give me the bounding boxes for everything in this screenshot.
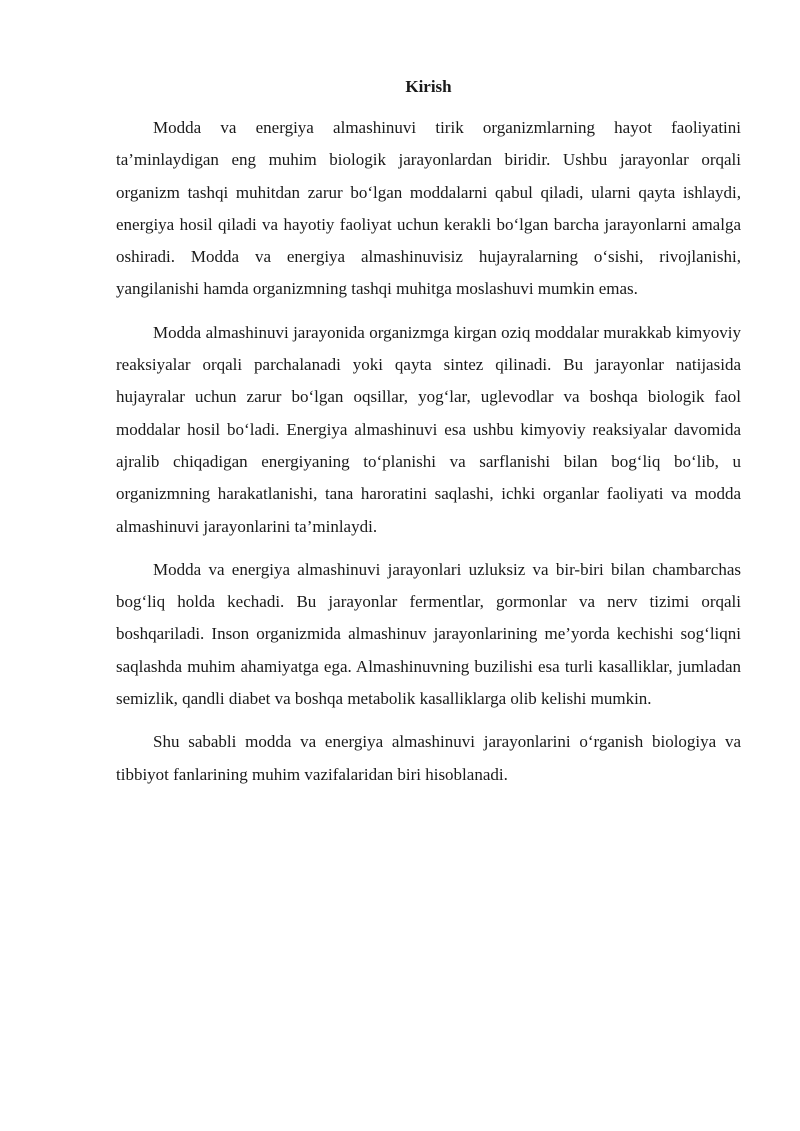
paragraph-4: Shu sababli modda va energiya almashinuvi jarayonlarini o‘rganish biologiya va tibbiyot fanlarining muhim vazifalaridan biri hisoblanadi. (116, 732, 741, 784)
document-body (116, 74, 741, 802)
page-title: Kirish (405, 77, 452, 96)
paragraph-3: Modda va energiya almashinuvi jarayonlari uzluksiz va bir-biri bilan chambarchas bog‘liq holda kechadi. Bu jarayonlar fermentlar, gormonlar va nerv tizimi orqali boshqariladi. Inson organizmida almashinuv jarayonlarining me’yorda kechishi sog‘liqni saqlashda muhim ahamiyatga ega. Almashinuvning buzilishi esa turli kasalliklar, jumladan semizlik, qandli diabet va boshqa metabolik kasalliklarga olib kelishi mumkin. (116, 559, 741, 709)
paragraph-2: Modda almashinuvi jarayonida organizmga kirgan oziq moddalar murakkab kimyoviy reaksiyalar orqali parchalanadi yoki qayta sintez qilinadi. Bu jarayonlar natijasida hujayralar uchun zarur bo‘lgan oqsillar, yog‘lar, uglevodlar va boshqa biologik faol moddalar hosil bo‘ladi. Energiya almashinuvi esa ushbu kimyoviy reaksiyalar davomida ajralib chiqadigan energiyaning to‘planishi va sarflanishi bilan bog‘liq bo‘lib, u organizmning harakatlanishi, tana haroratini saqlashi, ichki organlar faoliyati va modda almashinuvi jarayonlarini ta’minlaydi. (116, 322, 741, 536)
paragraph-1: Modda va energiya almashinuvi tirik organizmlarning hayot faoliyatini ta’minlaydigan eng muhim biologik jarayonlardan biridir. Ushbu jarayonlar orqali organizm tashqi muhitdan zarur bo‘lgan moddalarni qabul qiladi, ularni qayta ishlaydi, energiya hosil qiladi va hayotiy faoliyat uchun kerakli bo‘lgan barcha jarayonlarni amalga oshiradi. Modda va energiya almashinuvisiz hujayralarning o‘sishi, rivojlanishi, yangilanishi hamda organizmning tashqi muhitga moslashuvi mumkin emas. (116, 118, 741, 299)
